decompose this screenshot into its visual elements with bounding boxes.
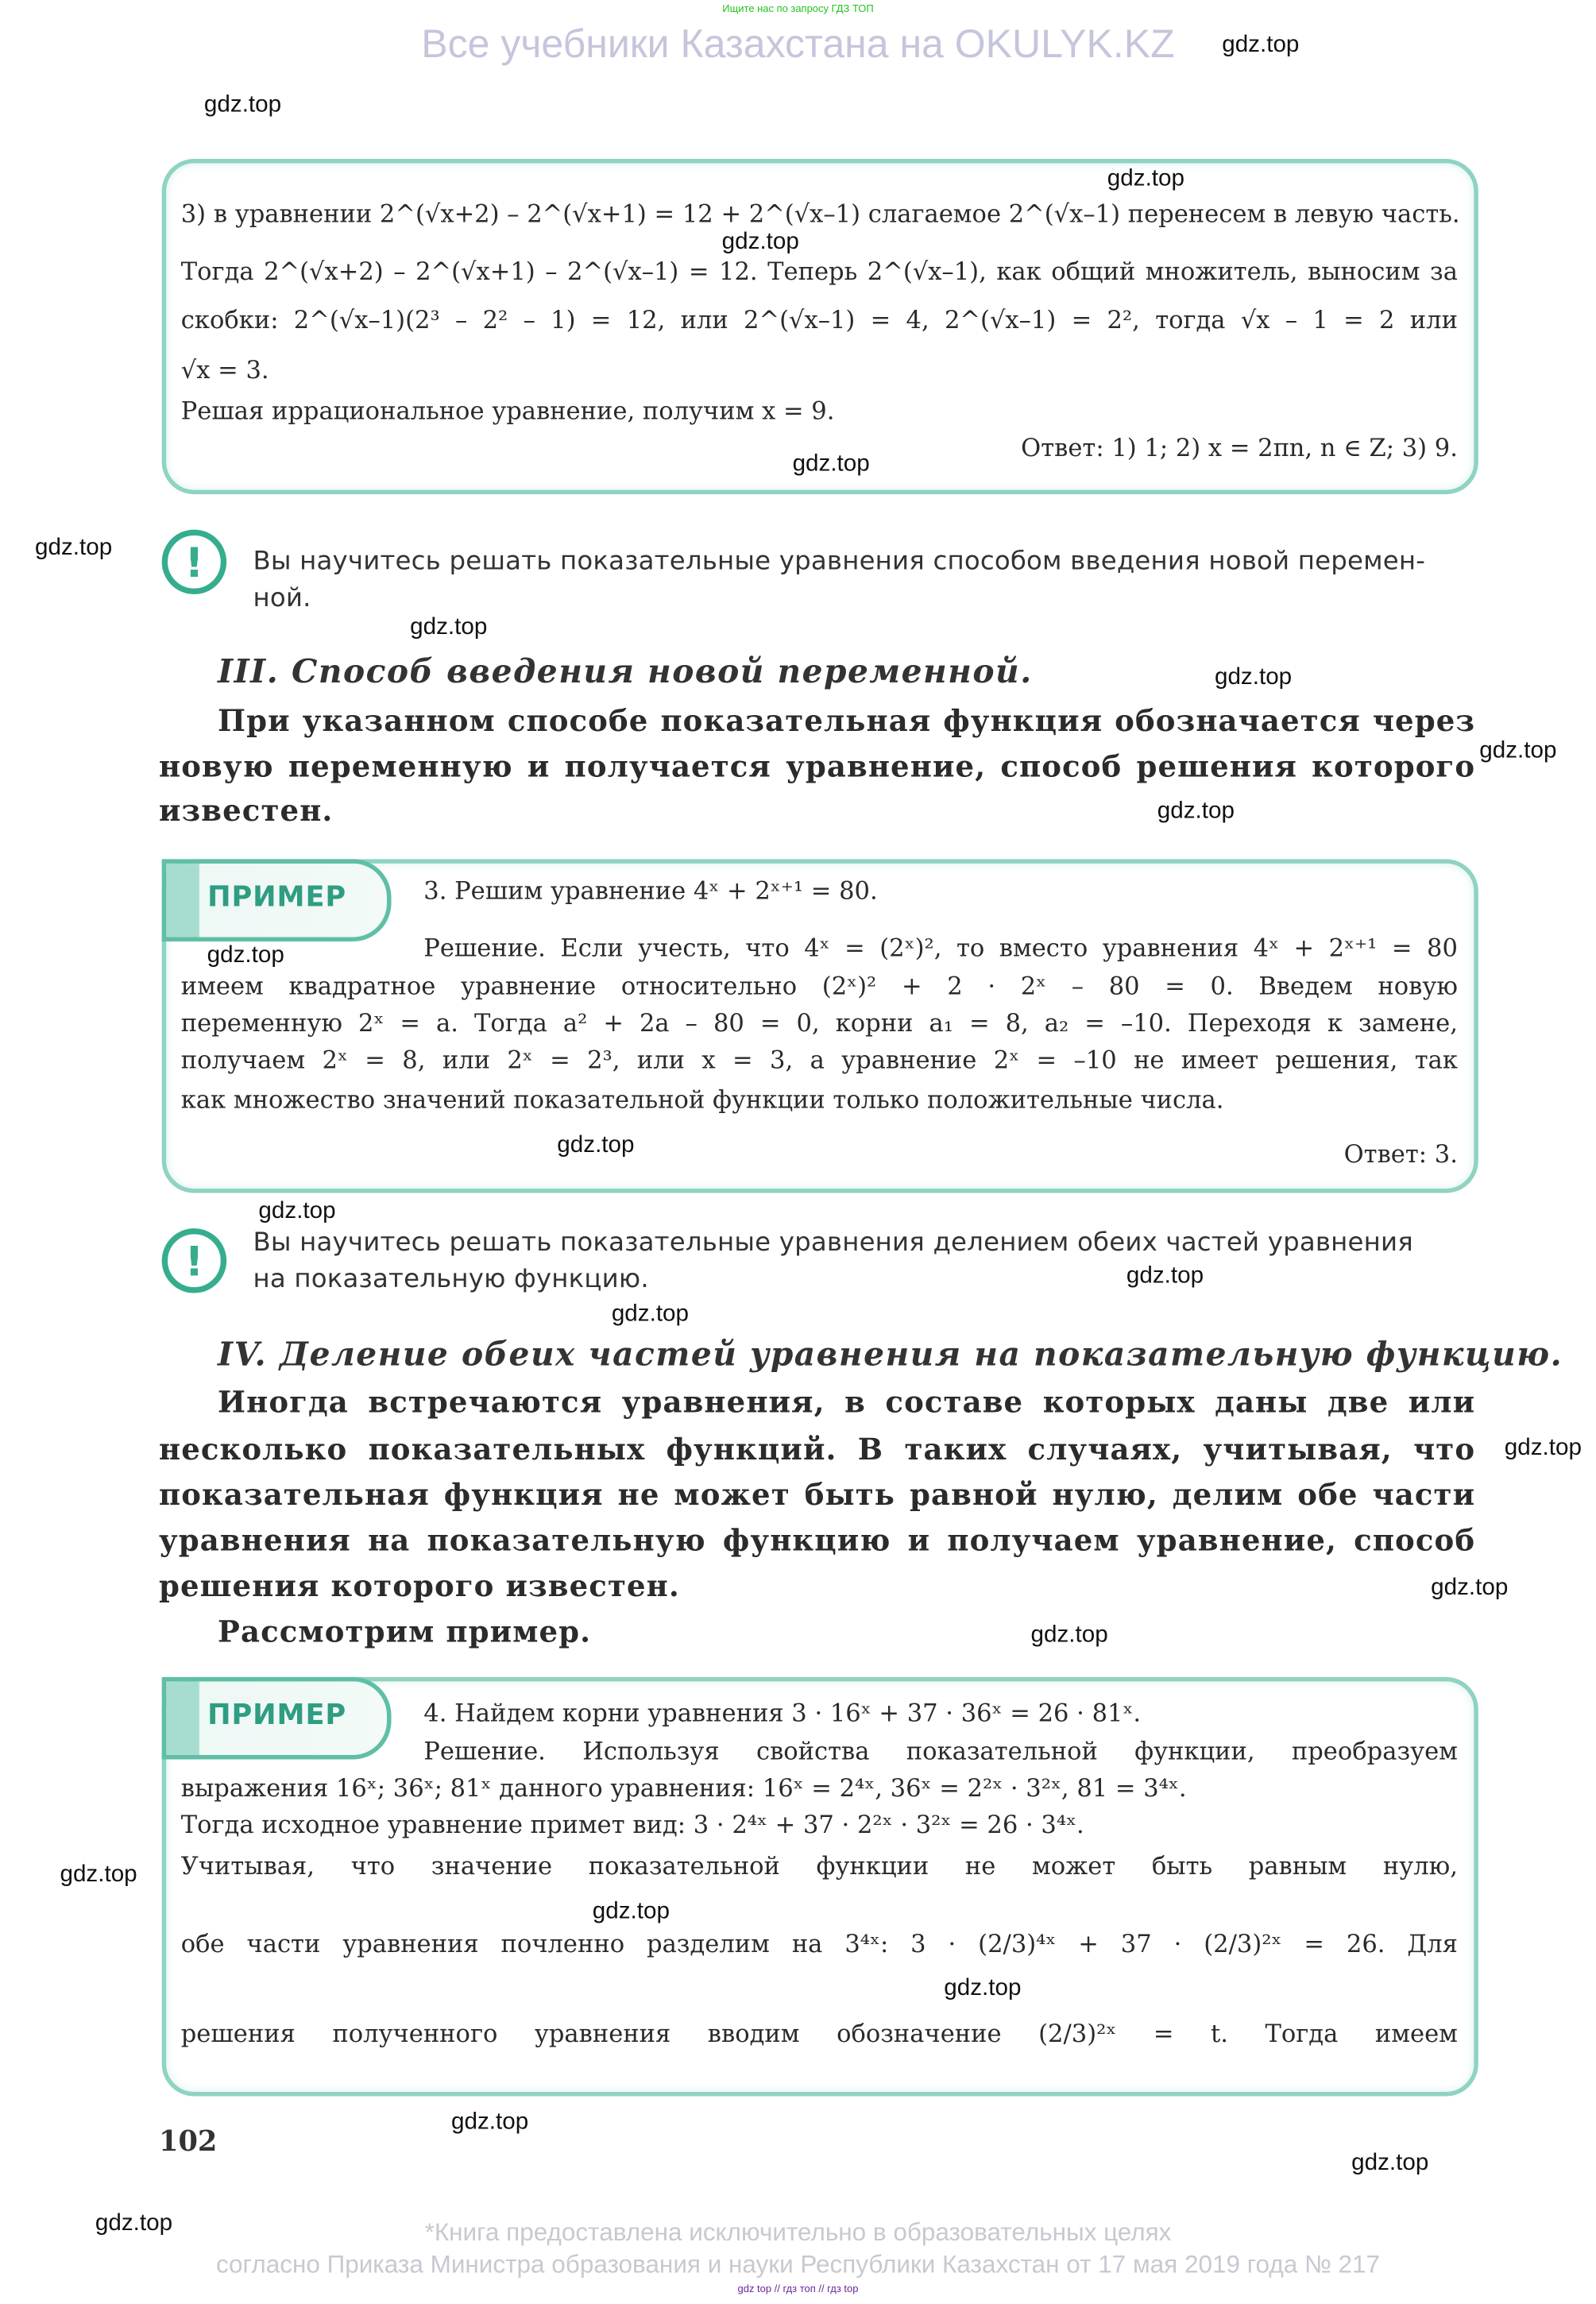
example-line: переменную 2ˣ = a. Тогда a² + 2a – 80 = 0, корни a₁ = 8, a₂ = –10. Переходя к замене, — [180, 1009, 1458, 1038]
watermark: gdz.top — [34, 535, 113, 561]
watermark: gdz.top — [207, 942, 284, 968]
watermark: gdz.top — [592, 1899, 670, 1924]
badge-label: ПРИМЕР — [207, 1699, 347, 1732]
footer-line: *Книга предоставлена исключительно в образовательных целях — [424, 2218, 1172, 2247]
paragraph-line: решения которого известен. — [158, 1568, 680, 1604]
watermark: gdz.top — [450, 2109, 529, 2135]
note-line: Вы научитесь решать показательные уравнения способом введения новой перемен- — [253, 547, 1426, 577]
box1-line: Тогда 2^(√x+2) – 2^(√x+1) – 2^(√x–1) = 12. Теперь 2^(√x–1), как общий множитель, выносим за — [180, 257, 1458, 286]
watermark: gdz.top — [1222, 32, 1300, 58]
watermark: gdz.top — [1126, 1263, 1204, 1289]
page-number: 102 — [158, 2125, 218, 2159]
example-line: получаем 2ˣ = 8, или 2ˣ = 2³, или x = 3, а уравнение 2ˣ = –10 не имеет решения, так — [180, 1046, 1458, 1074]
watermark: gdz.top — [95, 2210, 173, 2236]
paragraph-line: несколько показательных функций. В таких случаях, учитывая, что — [158, 1431, 1476, 1467]
example-line: решения полученного уравнения вводим обозначение (2/3)²ˣ = t. Тогда имеем — [180, 2020, 1458, 2048]
example-line: Решение. Если учесть, что 4ˣ = (2ˣ)², то вместо уравнения 4ˣ + 2ˣ⁺¹ = 80 — [423, 934, 1458, 962]
watermark: gdz.top — [1479, 738, 1557, 763]
paragraph-line: При указанном способе показательная функция обозначается через — [218, 703, 1476, 739]
watermark: gdz.top — [410, 614, 488, 640]
watermark: gdz.top — [1107, 166, 1184, 191]
paragraph-line: Иногда встречаются уравнения, в составе которых даны две или — [218, 1384, 1476, 1420]
watermark: gdz.top — [1030, 1622, 1108, 1648]
paragraph-line: показательная функция не может быть равной нулю, делим обе части — [158, 1477, 1476, 1513]
note-line: на показательную функцию. — [253, 1265, 649, 1295]
paragraph-line: Рассмотрим пример. — [218, 1614, 592, 1649]
badge-label: ПРИМЕР — [207, 881, 347, 914]
footer-links[interactable]: gdz top // гдз топ // гдз top — [737, 2284, 859, 2295]
box1-line: 3) в уравнении 2^(√x+2) – 2^(√x+1) = 12 + 2^(√x–1) слагаемое 2^(√x–1) перенесем в левую часть. — [180, 199, 1460, 228]
watermark: gdz.top — [944, 1975, 1022, 2001]
footer-line: согласно Приказа Министра образования и науки Республики Казахстан от 17 мая 2019 года № 217 — [215, 2250, 1381, 2279]
example-line: 4. Найдем корни уравнения 3 · 16ˣ + 37 · 36ˣ = 26 · 81ˣ. — [423, 1699, 1142, 1727]
exclamation-icon: ! — [162, 530, 226, 594]
watermark: gdz.top — [1351, 2151, 1429, 2176]
watermark: gdz.top — [203, 92, 282, 118]
note-line: ной. — [253, 584, 311, 614]
example-box — [162, 859, 1478, 1193]
answer-line: Ответ: 1) 1; 2) x = 2πn, n ∈ Z; 3) 9. — [1021, 434, 1458, 462]
example-line: обе части уравнения почленно разделим на 3⁴ˣ: 3 · (2/3)⁴ˣ + 37 · (2/3)²ˣ = 26. Для — [180, 1930, 1458, 1958]
paragraph-line: уравнения на показательную функцию и получаем уравнение, способ — [158, 1522, 1476, 1558]
example-badge — [162, 1677, 392, 1760]
example-line: 3. Решим уравнение 4ˣ + 2ˣ⁺¹ = 80. — [423, 876, 878, 905]
watermark: gdz.top — [557, 1132, 635, 1158]
solution-box — [162, 159, 1478, 494]
paragraph-line: известен. — [158, 793, 334, 829]
watermark: gdz.top — [258, 1199, 336, 1224]
example-badge — [162, 859, 392, 941]
watermark: gdz.top — [1157, 798, 1235, 824]
answer-line: Ответ: 3. — [1343, 1139, 1458, 1169]
top-banner: Ищите нас по запросу ГДЗ ТОП — [722, 4, 874, 15]
example-line: Тогда исходное уравнение примет вид: 3 · 2⁴ˣ + 37 · 2²ˣ · 3²ˣ = 26 · 3⁴ˣ. — [180, 1811, 1084, 1839]
example-line: выражения 16ˣ; 36ˣ; 81ˣ данного уравнения: 16ˣ = 2⁴ˣ, 36ˣ = 2²ˣ · 3²ˣ, 81 = 3⁴ˣ. — [180, 1774, 1187, 1803]
example-line: как множество значений показательной функции только положительные числа. — [180, 1085, 1224, 1114]
watermark: gdz.top — [611, 1301, 689, 1328]
example-line: имеем квадратное уравнение относительно (2ˣ)² + 2 · 2ˣ – 80 = 0. Введем новую — [180, 972, 1458, 1001]
box1-line: Решая иррациональное уравнение, получим x = 9. — [180, 396, 835, 426]
example-box — [162, 1677, 1478, 2097]
watermark: gdz.top — [60, 1862, 137, 1888]
paragraph-line: новую переменную и получается уравнение, способ решения которого — [158, 748, 1476, 784]
watermark: gdz.top — [721, 229, 799, 255]
exclamation-icon: ! — [162, 1228, 226, 1293]
section-heading: IV. Деление обеих частей уравнения на показательную функцию. — [218, 1336, 1563, 1374]
watermark: gdz.top — [1431, 1575, 1509, 1601]
watermark: gdz.top — [1504, 1436, 1582, 1461]
section-heading: III. Способ введения новой переменной. — [218, 653, 1033, 692]
box1-line: √x = 3. — [180, 356, 269, 385]
watermark: gdz.top — [792, 451, 870, 477]
header-title[interactable]: Все учебники Казахстана на OKULYK.KZ — [421, 21, 1175, 67]
watermark: gdz.top — [1214, 664, 1293, 690]
example-line: Решение. Используя свойства показательной функции, преобразуем — [423, 1737, 1458, 1765]
box1-line: скобки: 2^(√x–1)(2³ – 2² – 1) = 12, или 2^(√x–1) = 4, 2^(√x–1) = 2², тогда √x – 1 = 2 или — [180, 306, 1458, 334]
example-line: Учитывая, что значение показательной функции не может быть равным нулю, — [180, 1852, 1458, 1881]
note-line: Вы научитесь решать показательные уравнения делением обеих частей уравнения — [253, 1228, 1413, 1258]
